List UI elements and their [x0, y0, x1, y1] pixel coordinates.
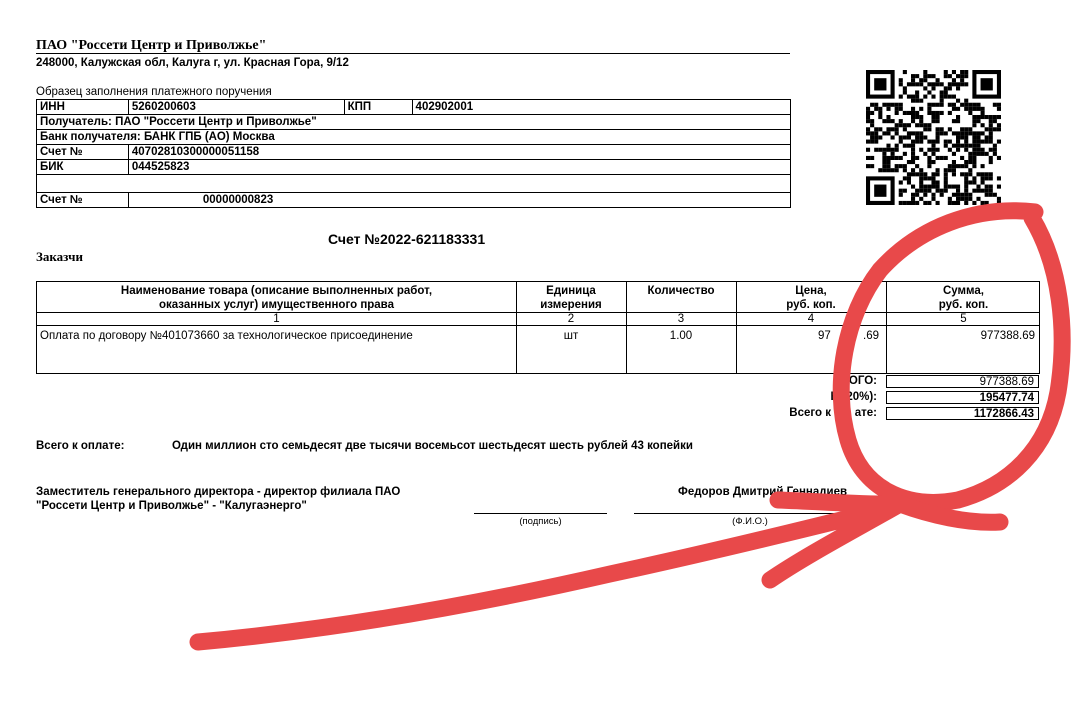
vat-value: 195477.74: [886, 391, 1039, 404]
signatory-position-line2: "Россети Центр и Приволжье" - "Калугаэнерго": [36, 500, 307, 512]
blank-row: [37, 175, 791, 193]
total-label-start: Всего к: [789, 407, 831, 419]
account2-label: Счет №: [37, 193, 129, 208]
signature-line: [474, 513, 607, 514]
header-price: Цена, руб. коп.: [786, 285, 836, 311]
organization-address: 248000, Калужская обл, Калуга г, ул. Красная Гора, 9/12: [36, 57, 349, 69]
account2-value: 00000000823: [128, 193, 790, 208]
subtotal-value: 977388.69: [886, 375, 1039, 388]
item-name: Оплата по договору №401073660 за технологическое присоединение: [40, 330, 413, 342]
account-value: 40702810300000051158: [128, 145, 790, 160]
account-row: [37, 145, 791, 160]
col-number: 1: [273, 313, 280, 325]
col-number: 4: [807, 313, 815, 325]
items-table: [36, 281, 1040, 374]
fio-caption: (Ф.И.О.): [732, 516, 768, 527]
recipient-row: [37, 115, 791, 130]
signatory-name: Федоров Дмитрий Геннадиев: [678, 486, 848, 498]
inn-value: 5260200603: [128, 100, 344, 115]
col-number: 3: [677, 313, 685, 325]
payment-sample-label: Образец заполнения платежного поручения: [36, 86, 272, 98]
total-label-end: ате:: [854, 407, 877, 419]
bank-label: Банк получателя:: [40, 131, 141, 143]
kpp-value: 402902001: [412, 100, 790, 115]
col-number: 5: [960, 313, 967, 325]
signature-caption: (подпись): [519, 516, 562, 527]
subtotal-label: ОГО:: [848, 375, 877, 387]
qr-code: [866, 70, 1001, 205]
inn-row: [37, 100, 791, 115]
signatory-position-line1: Заместитель генерального директора - директор филиала ПАО: [36, 486, 401, 498]
item-unit: шт: [563, 330, 579, 342]
col-number: 2: [567, 313, 575, 325]
item-quantity: 1.00: [669, 330, 693, 342]
bik-value: 044525823: [128, 160, 790, 175]
vat-label-end: 20%):: [846, 391, 877, 403]
header-quantity: Количество: [647, 285, 715, 297]
header-product-name: Наименование товара (описание выполненных работ, оказанных услуг) имущественного права: [120, 285, 433, 311]
payment-label: Всего к оплате:: [36, 440, 125, 452]
header-divider: [36, 53, 790, 54]
vat-label-start: НД: [830, 391, 847, 403]
fio-line: [634, 513, 866, 514]
kpp-label: КПП: [344, 100, 412, 115]
item-sum: 977388.69: [980, 330, 1035, 342]
numbers-bottom-line: [37, 325, 1039, 326]
header-sum: Сумма, руб. коп.: [938, 285, 989, 311]
recipient-value: ПАО "Россети Центр и Приволжье": [115, 116, 317, 128]
bank-row: [37, 130, 791, 145]
account-label: Счет №: [37, 145, 129, 160]
bik-label: БИК: [37, 160, 129, 175]
header-unit: Единица измерения: [540, 285, 602, 311]
bank-value: БАНК ГПБ (АО) Москва: [143, 131, 275, 143]
total-value: 1172866.43: [886, 407, 1039, 420]
organization-name: ПАО "Россети Центр и Приволжье": [36, 38, 267, 53]
bik-row: [37, 160, 791, 175]
customer-label: Заказчи: [36, 249, 83, 264]
payment-amount-words: Один миллион сто семьдесят две тысячи восемьсот шестьдесят шесть рублей 43 копейки: [172, 440, 693, 452]
inn-label: ИНН: [37, 100, 129, 115]
account2-row: [37, 193, 791, 208]
item-price-start: 97: [818, 330, 831, 342]
invoice-title: Счет №2022-621183331: [328, 231, 486, 247]
bank-requisites-table: [36, 99, 791, 208]
recipient-label: Получатель:: [40, 116, 112, 128]
item-price-end: .69: [863, 330, 879, 342]
